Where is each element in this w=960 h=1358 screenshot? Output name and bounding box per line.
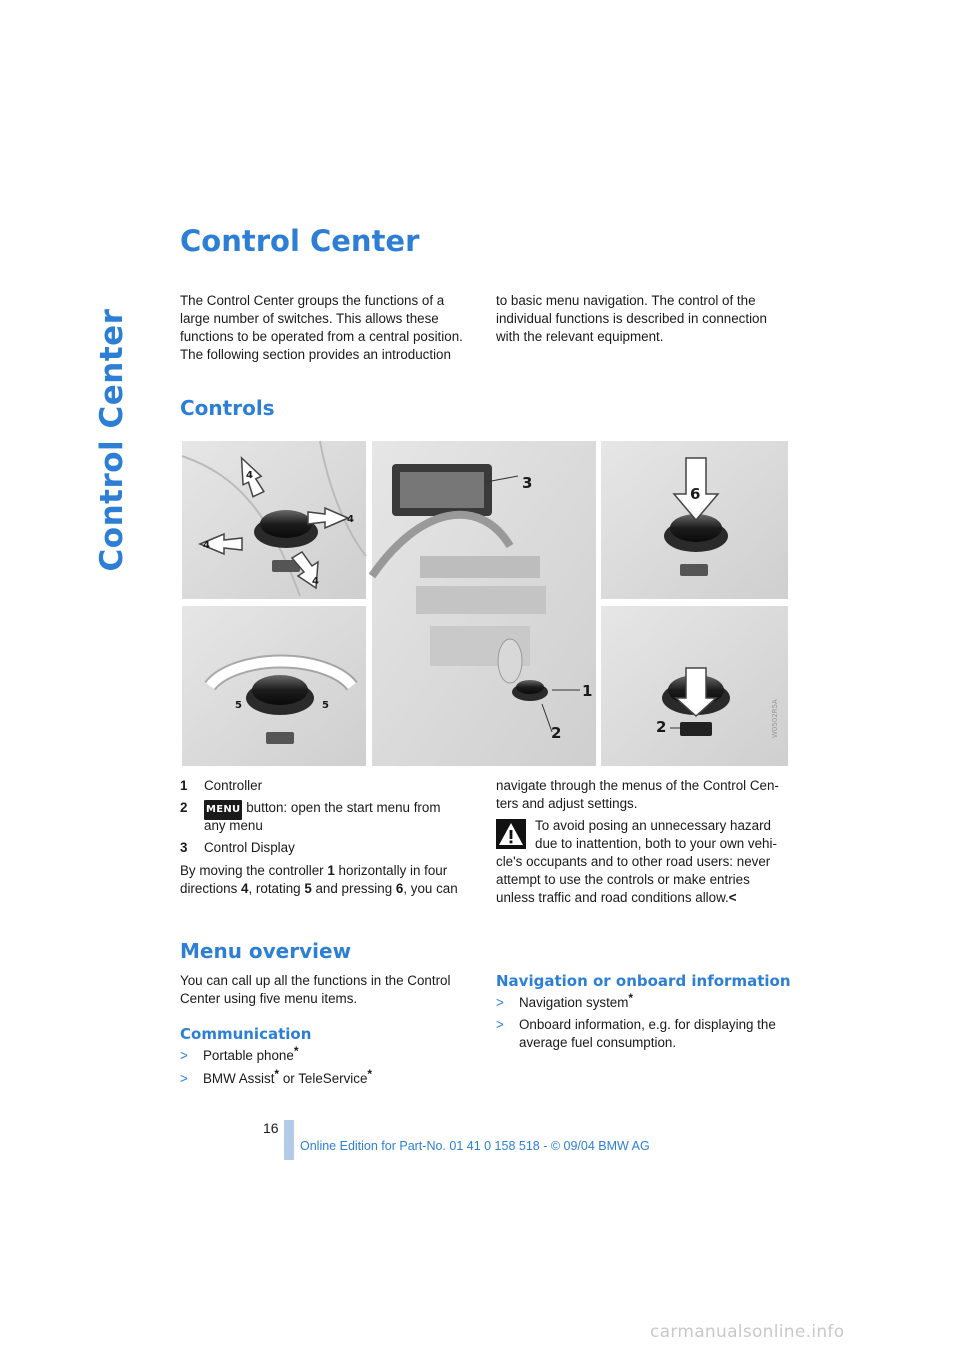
text-line: To avoid posing an unnecessary hazard [535, 818, 771, 833]
option-star: * [274, 1067, 280, 1081]
figure-label: 4 [347, 514, 354, 525]
menu-intro [180, 972, 450, 1008]
text-line: due to inattention, both to your own vehi- [535, 836, 777, 851]
legend-text: any menu [204, 818, 263, 833]
text-part: BMW Assist [203, 1071, 275, 1086]
figure-label: 2 [551, 724, 562, 742]
text-line: cle's occupants and to other road users: never [496, 854, 771, 869]
text-line: You can call up all the functions in the Control [180, 973, 451, 988]
list-item-text [203, 1044, 299, 1065]
text-part: Navigation system [519, 995, 629, 1010]
figure-label: 1 [582, 682, 593, 700]
warning-text-indented [535, 817, 777, 853]
communication-heading: Communication [180, 1025, 312, 1043]
bullet-arrow: > [180, 1071, 188, 1086]
legend-number: 3 [180, 840, 188, 855]
bullet-arrow: > [496, 1017, 504, 1032]
controls-heading: Controls [180, 396, 275, 420]
text-line [180, 880, 480, 898]
list-item-text [203, 1067, 373, 1088]
text-line: The following section provides an introduction [180, 347, 451, 362]
text-line: The Control Center groups the functions of a [180, 293, 445, 308]
option-star: * [293, 1044, 299, 1058]
page-title: Control Center [180, 224, 420, 258]
legend-text: Controller [204, 778, 263, 793]
ref-number: 5 [304, 881, 312, 896]
figure-code: W0502R5A [771, 699, 779, 738]
figure-label: 2 [656, 718, 667, 736]
legend-text-part: button: open the start menu from [242, 800, 441, 815]
intro-left [180, 292, 480, 364]
figure-label: 4 [246, 470, 253, 481]
ref-number: 4 [241, 881, 249, 896]
side-section-title: Control Center [94, 308, 130, 572]
option-star: * [628, 991, 634, 1005]
text-part: unless traffic and road conditions allow. [496, 890, 729, 905]
bullet-arrow: > [180, 1048, 188, 1063]
controls-description [180, 862, 480, 898]
text-part: directions [180, 881, 242, 896]
figure-label: 4 [203, 540, 210, 551]
figure-label: 4 [312, 576, 319, 587]
list-item-text: Onboard information, e.g. for displaying the [519, 1017, 776, 1032]
legend-text: Control Display [204, 840, 295, 855]
intro-right [496, 292, 796, 346]
text-line: navigate through the menus of the Control Cen- [496, 778, 779, 793]
page-number: 16 [263, 1120, 279, 1136]
ref-number: 6 [395, 881, 404, 896]
figure-label: 6 [690, 485, 701, 503]
ref-number: 1 [327, 863, 335, 878]
text-part: , you can [403, 881, 458, 896]
list-item-text [519, 991, 634, 1012]
text-line: functions to be operated from a central position. [180, 329, 463, 344]
text-line: attempt to use the controls or make entries [496, 872, 750, 887]
warning-icon [496, 819, 526, 849]
edition-text: Online Edition for Part-No. 01 41 0 158 518 - © 09/04 BMW AG [300, 1139, 650, 1153]
controls-description-right [496, 777, 796, 813]
text-line: with the relevant equipment. [496, 329, 664, 344]
figure-label: 3 [522, 474, 533, 492]
bullet-arrow: > [496, 995, 504, 1010]
text-line: Center using five menu items. [180, 991, 358, 1006]
figure-label: 5 [322, 700, 329, 711]
text-part: Portable phone [203, 1048, 294, 1063]
footer-bar [284, 1120, 294, 1160]
figure-label: 5 [235, 700, 242, 711]
text-line [496, 889, 770, 907]
list-item-text: average fuel consumption. [519, 1035, 677, 1050]
text-part: , rotating [248, 881, 305, 896]
text-line [180, 862, 480, 880]
end-mark: < [728, 890, 737, 905]
warning-text [496, 853, 770, 907]
text-line: ters and adjust settings. [496, 796, 638, 811]
text-part: By moving the controller [180, 863, 328, 878]
text-part: and pressing [311, 881, 396, 896]
watermark: carmanualsonline.info [650, 1322, 845, 1342]
text-line: to basic menu navigation. The control of the [496, 293, 756, 308]
text-line: large number of switches. This allows these [180, 311, 439, 326]
option-star: * [367, 1067, 373, 1081]
legend-number: 1 [180, 778, 188, 793]
legend-number: 2 [180, 800, 188, 815]
menu-overview-heading: Menu overview [180, 939, 352, 963]
navigation-heading: Navigation or onboard information [496, 972, 791, 990]
text-line: individual functions is described in connection [496, 311, 767, 326]
menu-key: MENU [204, 800, 242, 820]
text-part: horizontally in four [334, 863, 448, 878]
text-part: or TeleService [279, 1071, 368, 1086]
